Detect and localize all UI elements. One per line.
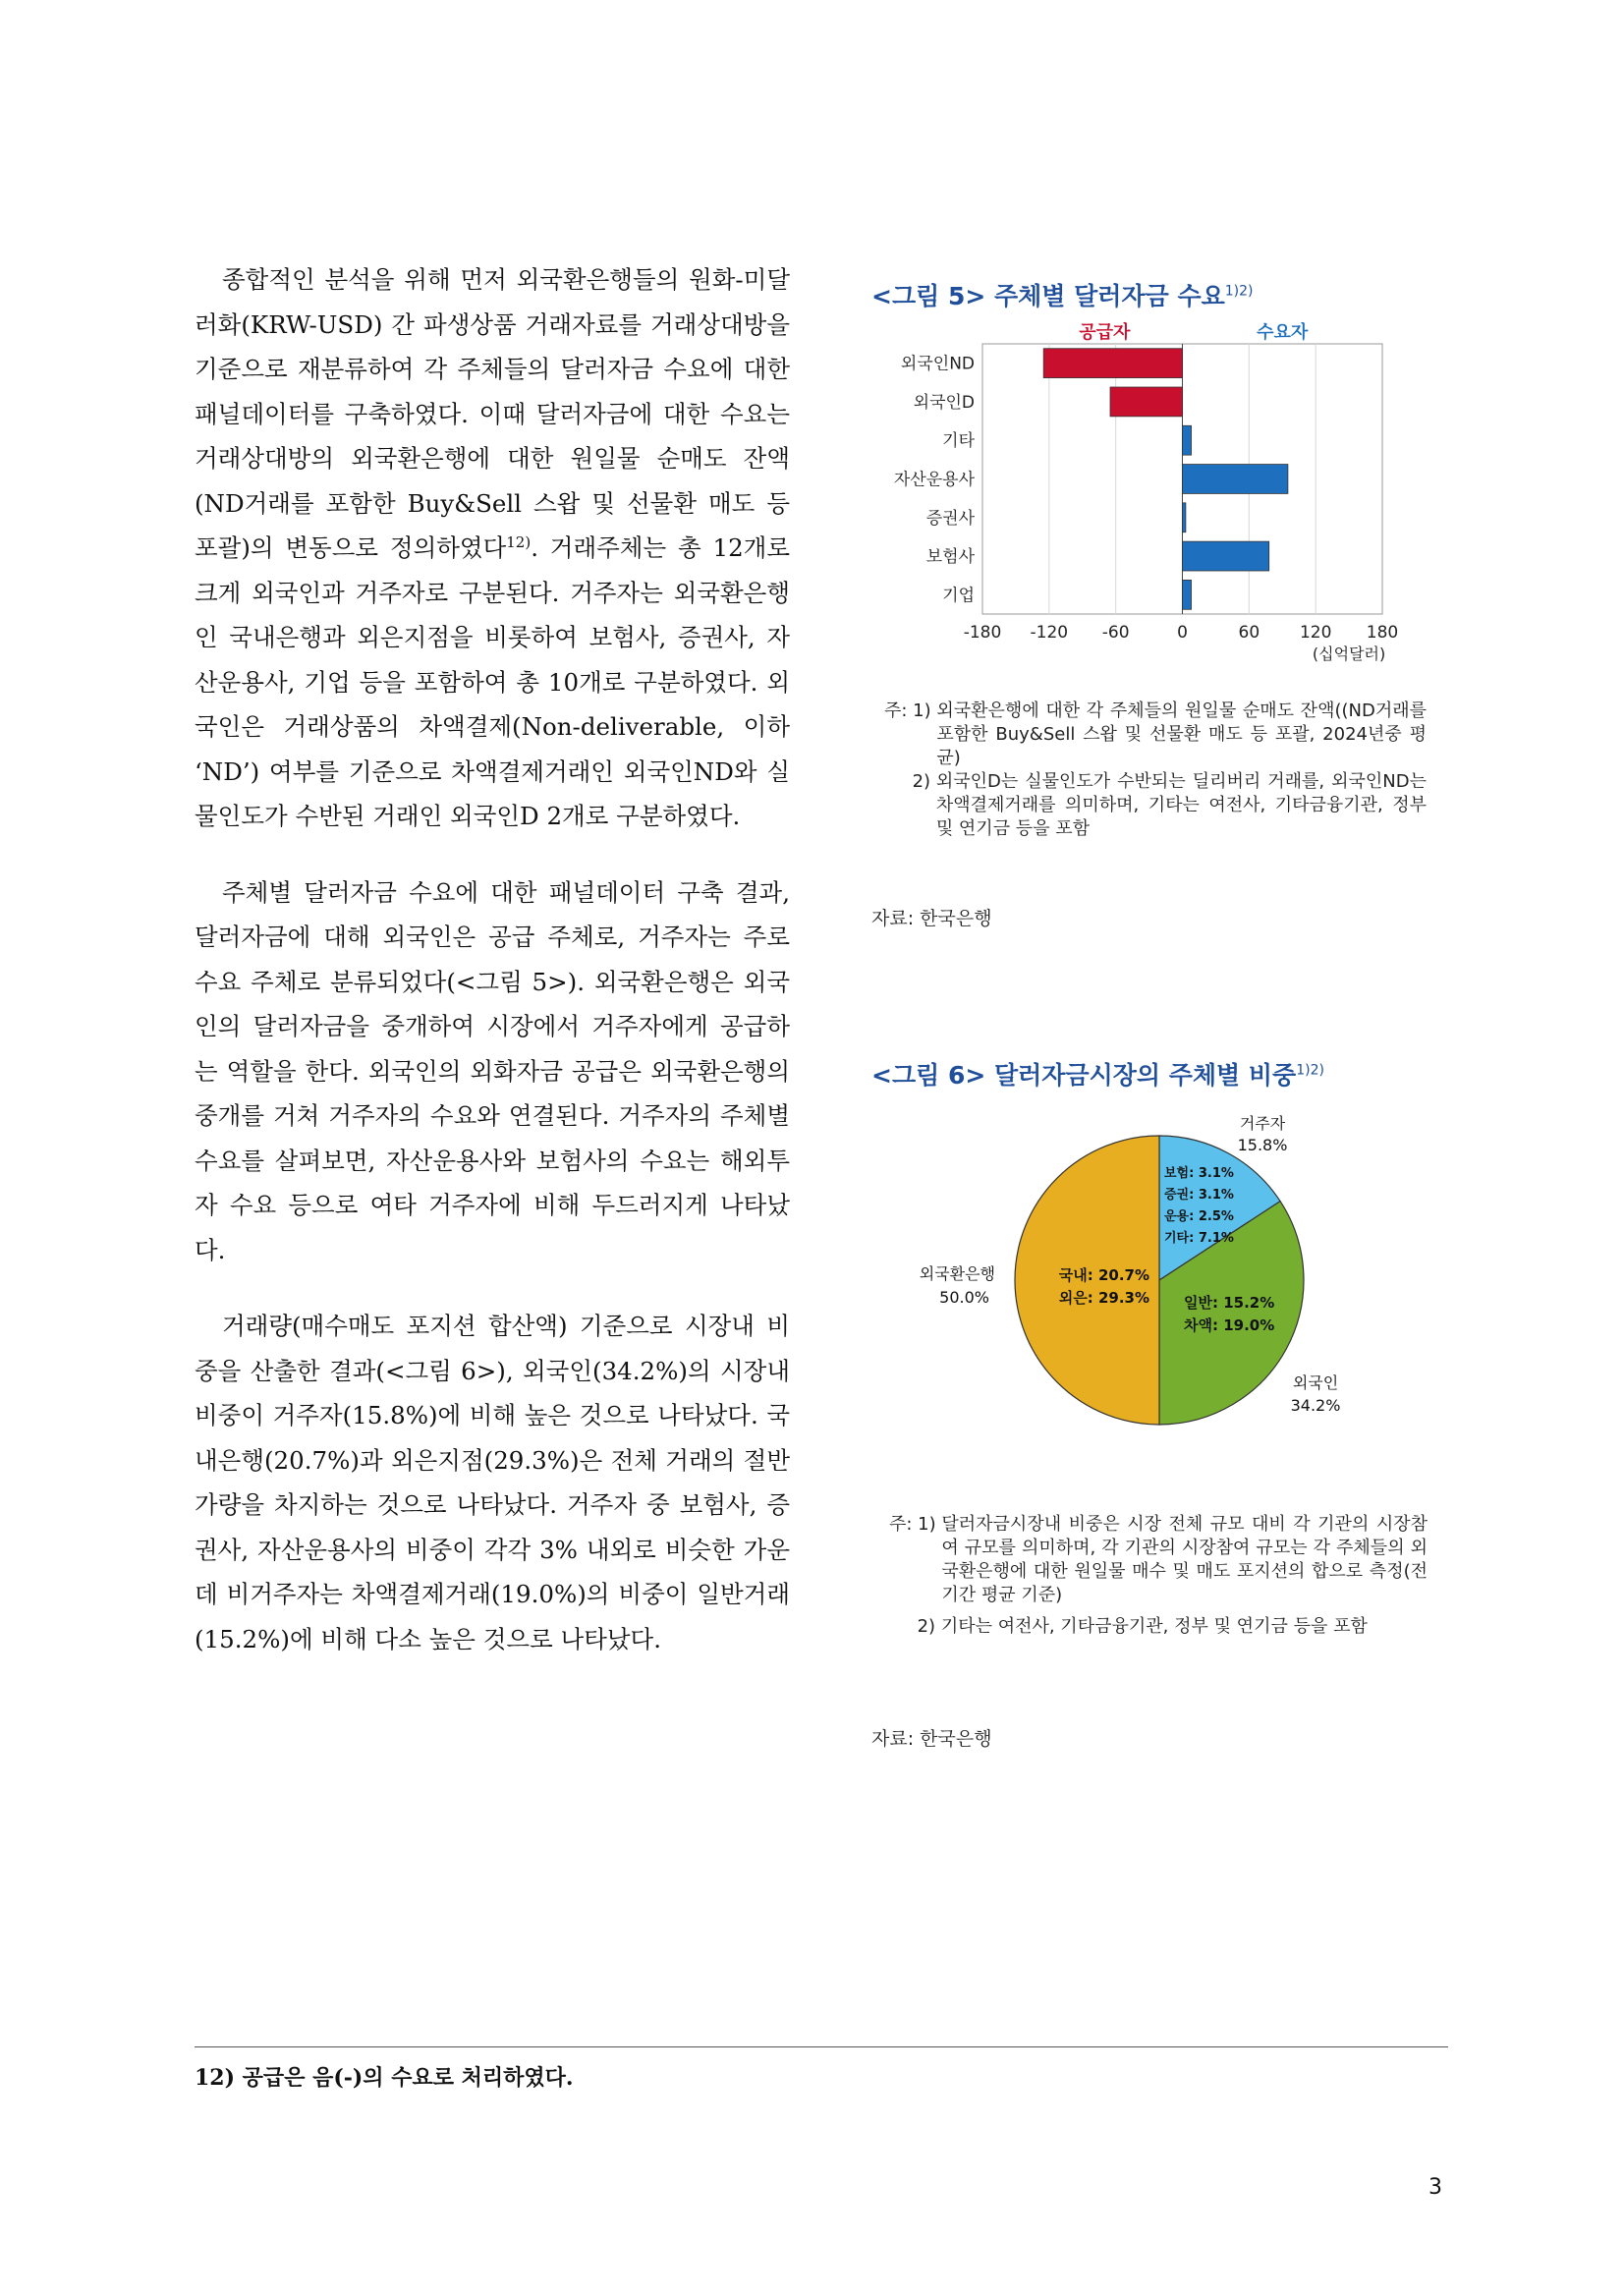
bar <box>1043 349 1182 378</box>
unit-label: (십억달러) <box>1312 644 1386 663</box>
paragraph-2: 주체별 달러자금 수요에 대한 패널데이터 구축 결과, 달러자금에 대해 외국인은 공급 주체로, 거주자는 주로 수요 주체로 분류되었다(<그림 5>). 외국환은행은 외국인의 달러자금을 중개하여 시장에서 거주자에게 공급하는 역할을 한다. 외국인의 외화자금 공급은 외국환은행의 중개를 거쳐 거주자의 수요와 연결된다. 거주자의 주체별 수요를 살펴보면, 자산운용사와 보험사의 수요는 해외투자 수요 등으로 여타 거주자에 비해 두드러지게 나타났다. <box>195 877 790 1264</box>
bar <box>1183 465 1288 494</box>
bar <box>1183 425 1192 455</box>
label-foreign-nd: 차액: 19.0% <box>1184 1316 1275 1334</box>
category-label: 증권사 <box>925 508 975 529</box>
category-label: 기타 <box>942 431 975 452</box>
bar <box>1183 580 1192 609</box>
x-tick-label: -120 <box>1030 623 1069 643</box>
label-banks-pct: 50.0% <box>939 1288 989 1307</box>
footnote-ref: 12) <box>506 532 532 551</box>
bar <box>1110 387 1182 417</box>
x-tick-label: 0 <box>1177 623 1188 643</box>
x-tick-label: 120 <box>1299 623 1332 643</box>
label-res-asset: 운용: 2.5% <box>1164 1209 1234 1224</box>
fig6-source: 자료: 한국은행 <box>871 1728 992 1750</box>
paragraph-1: 종합적인 분석을 위해 먼저 외국환은행들의 원화-미달러화(KRW-USD) 간 파생상품 거래자료를 거래상대방을 기준으로 재분류하여 각 주체들의 달러자금 수요에 대한 패널데이터를 구축하였다. 이때 달러자금에 대한 수요는 거래상대방의 외국환은행에 대한 원일물 순매도 잔액(ND거래를 포함한 Buy&Sell 스왑 및 선물환 매도 등 포괄)의 변동으로 정의하였다$^{12)}$. 거래주체는 총 12개로 크게 외국인과 거주자로 구분된다. 거주자는 외국환은행인 국내은행과 외은지점을 비롯하여 보험사, 증권사, 자산운용사, 기업 등을 포함하여 총 10개로 구분하였다. 외국인은 거래상품의 차액결제(Non-deliverable, 이하 ‘ND’) 여부를 기준으로 차액결제거래인 외국인ND와 실물인도가 수반된 거래인 외국인D 2개로 구분하였다. <box>195 265 790 830</box>
label-bank-domestic: 국내: 20.7% <box>1058 1266 1149 1284</box>
fig6-pie-chart <box>871 1110 1422 1444</box>
label-res-other: 기타: 7.1% <box>1164 1231 1234 1246</box>
label-bank-foreign: 외은: 29.3% <box>1058 1289 1149 1307</box>
footnote-divider <box>195 2046 1448 2047</box>
label-foreign-general: 일반: 15.2% <box>1184 1294 1275 1312</box>
label-residents: 거주자 <box>1239 1114 1286 1133</box>
paragraph-3: 거래량(매수매도 포지션 합산액) 기준으로 시장내 비중을 산출한 결과(<그림 6>), 외국인(34.2%)의 시장내 비중이 거주자(15.8%)에 비해 높은 것으로 나타났다. 국내은행(20.7%)과 외은지점(29.3%)은 전체 거래의 절반가량을 차지하는 것으로 나타났다. 거주자 중 보험사, 증권사, 자산운용사의 비중이 각각 3% 내외로 비슷한 가운데 비거주자는 차액결제거래(19.0%)의 비중이 일반거래(15.2%)에 비해 다소 높은 것으로 나타났다. <box>195 1312 790 1653</box>
page-number: 3 <box>1428 2175 1442 2200</box>
label-banks: 외국환은행 <box>919 1264 995 1283</box>
bar <box>1183 541 1269 571</box>
x-tick-label: -60 <box>1101 623 1130 643</box>
label-foreign-pct: 34.2% <box>1290 1396 1341 1415</box>
category-label: 자산운용사 <box>893 470 975 490</box>
body-text <box>195 257 790 1693</box>
fig5-source: 자료: 한국은행 <box>871 908 992 929</box>
x-tick-label: 60 <box>1238 623 1260 643</box>
fig5-notes <box>884 700 1427 841</box>
fig5-title: <그림 5> 주체별 달러자금 수요$^{1)2)}$ <box>871 282 1254 310</box>
x-tick-label: -180 <box>963 623 1002 643</box>
fig6-notes <box>889 1513 1428 1639</box>
demand-header: 수요자 <box>1257 322 1309 343</box>
fig6-note-1: 주: 1) 달러자금시장내 비중은 시장 전체 규모 대비 각 기관의 시장참여 규모를 의미하며, 각 기관의 시장참여 규모는 각 주체들의 외국환은행에 대한 원일물 매수 및 매도 포지션의 합으로 측정(전기간 평균 기준) <box>889 1514 1428 1605</box>
label-residents-pct: 15.8% <box>1237 1136 1288 1154</box>
x-tick-label: 180 <box>1366 623 1399 643</box>
footnote: 12) 공급은 음(-)의 수요로 처리하였다. <box>195 2065 574 2091</box>
bar <box>1183 503 1186 532</box>
category-label: 보험사 <box>925 547 975 568</box>
label-res-insurance: 보험: 3.1% <box>1164 1166 1234 1181</box>
label-res-securities: 증권: 3.1% <box>1164 1188 1234 1203</box>
category-label: 기업 <box>942 586 975 606</box>
supply-header: 공급자 <box>1079 322 1131 343</box>
fig6-title: <그림 6> 달러자금시장의 주체별 비중$^{1)2)}$ <box>871 1061 1324 1090</box>
fig5-note-2: 2) 외국인D는 실물인도가 수반되는 딜리버리 거래를, 외국인ND는 차액결제거래를 의미하며, 기타는 여전사, 기타금융기관, 정부 및 연기금 등을 포함 <box>884 771 1427 839</box>
fig5-note-1: 주: 1) 외국환은행에 대한 각 주체들의 원일물 순매도 잔액((ND거래를 포함한 Buy&Sell 스왑 및 선물환 매도 등 포괄, 2024년중 평균) <box>884 700 1427 768</box>
category-label: 외국인ND <box>900 354 975 374</box>
category-label: 외국인D <box>913 392 975 413</box>
fig5-bar-chart <box>871 319 1422 673</box>
label-foreign: 외국인 <box>1292 1373 1339 1392</box>
fig6-note-2: 2) 기타는 여전사, 기타금융기관, 정부 및 연기금 등을 포함 <box>889 1616 1368 1637</box>
